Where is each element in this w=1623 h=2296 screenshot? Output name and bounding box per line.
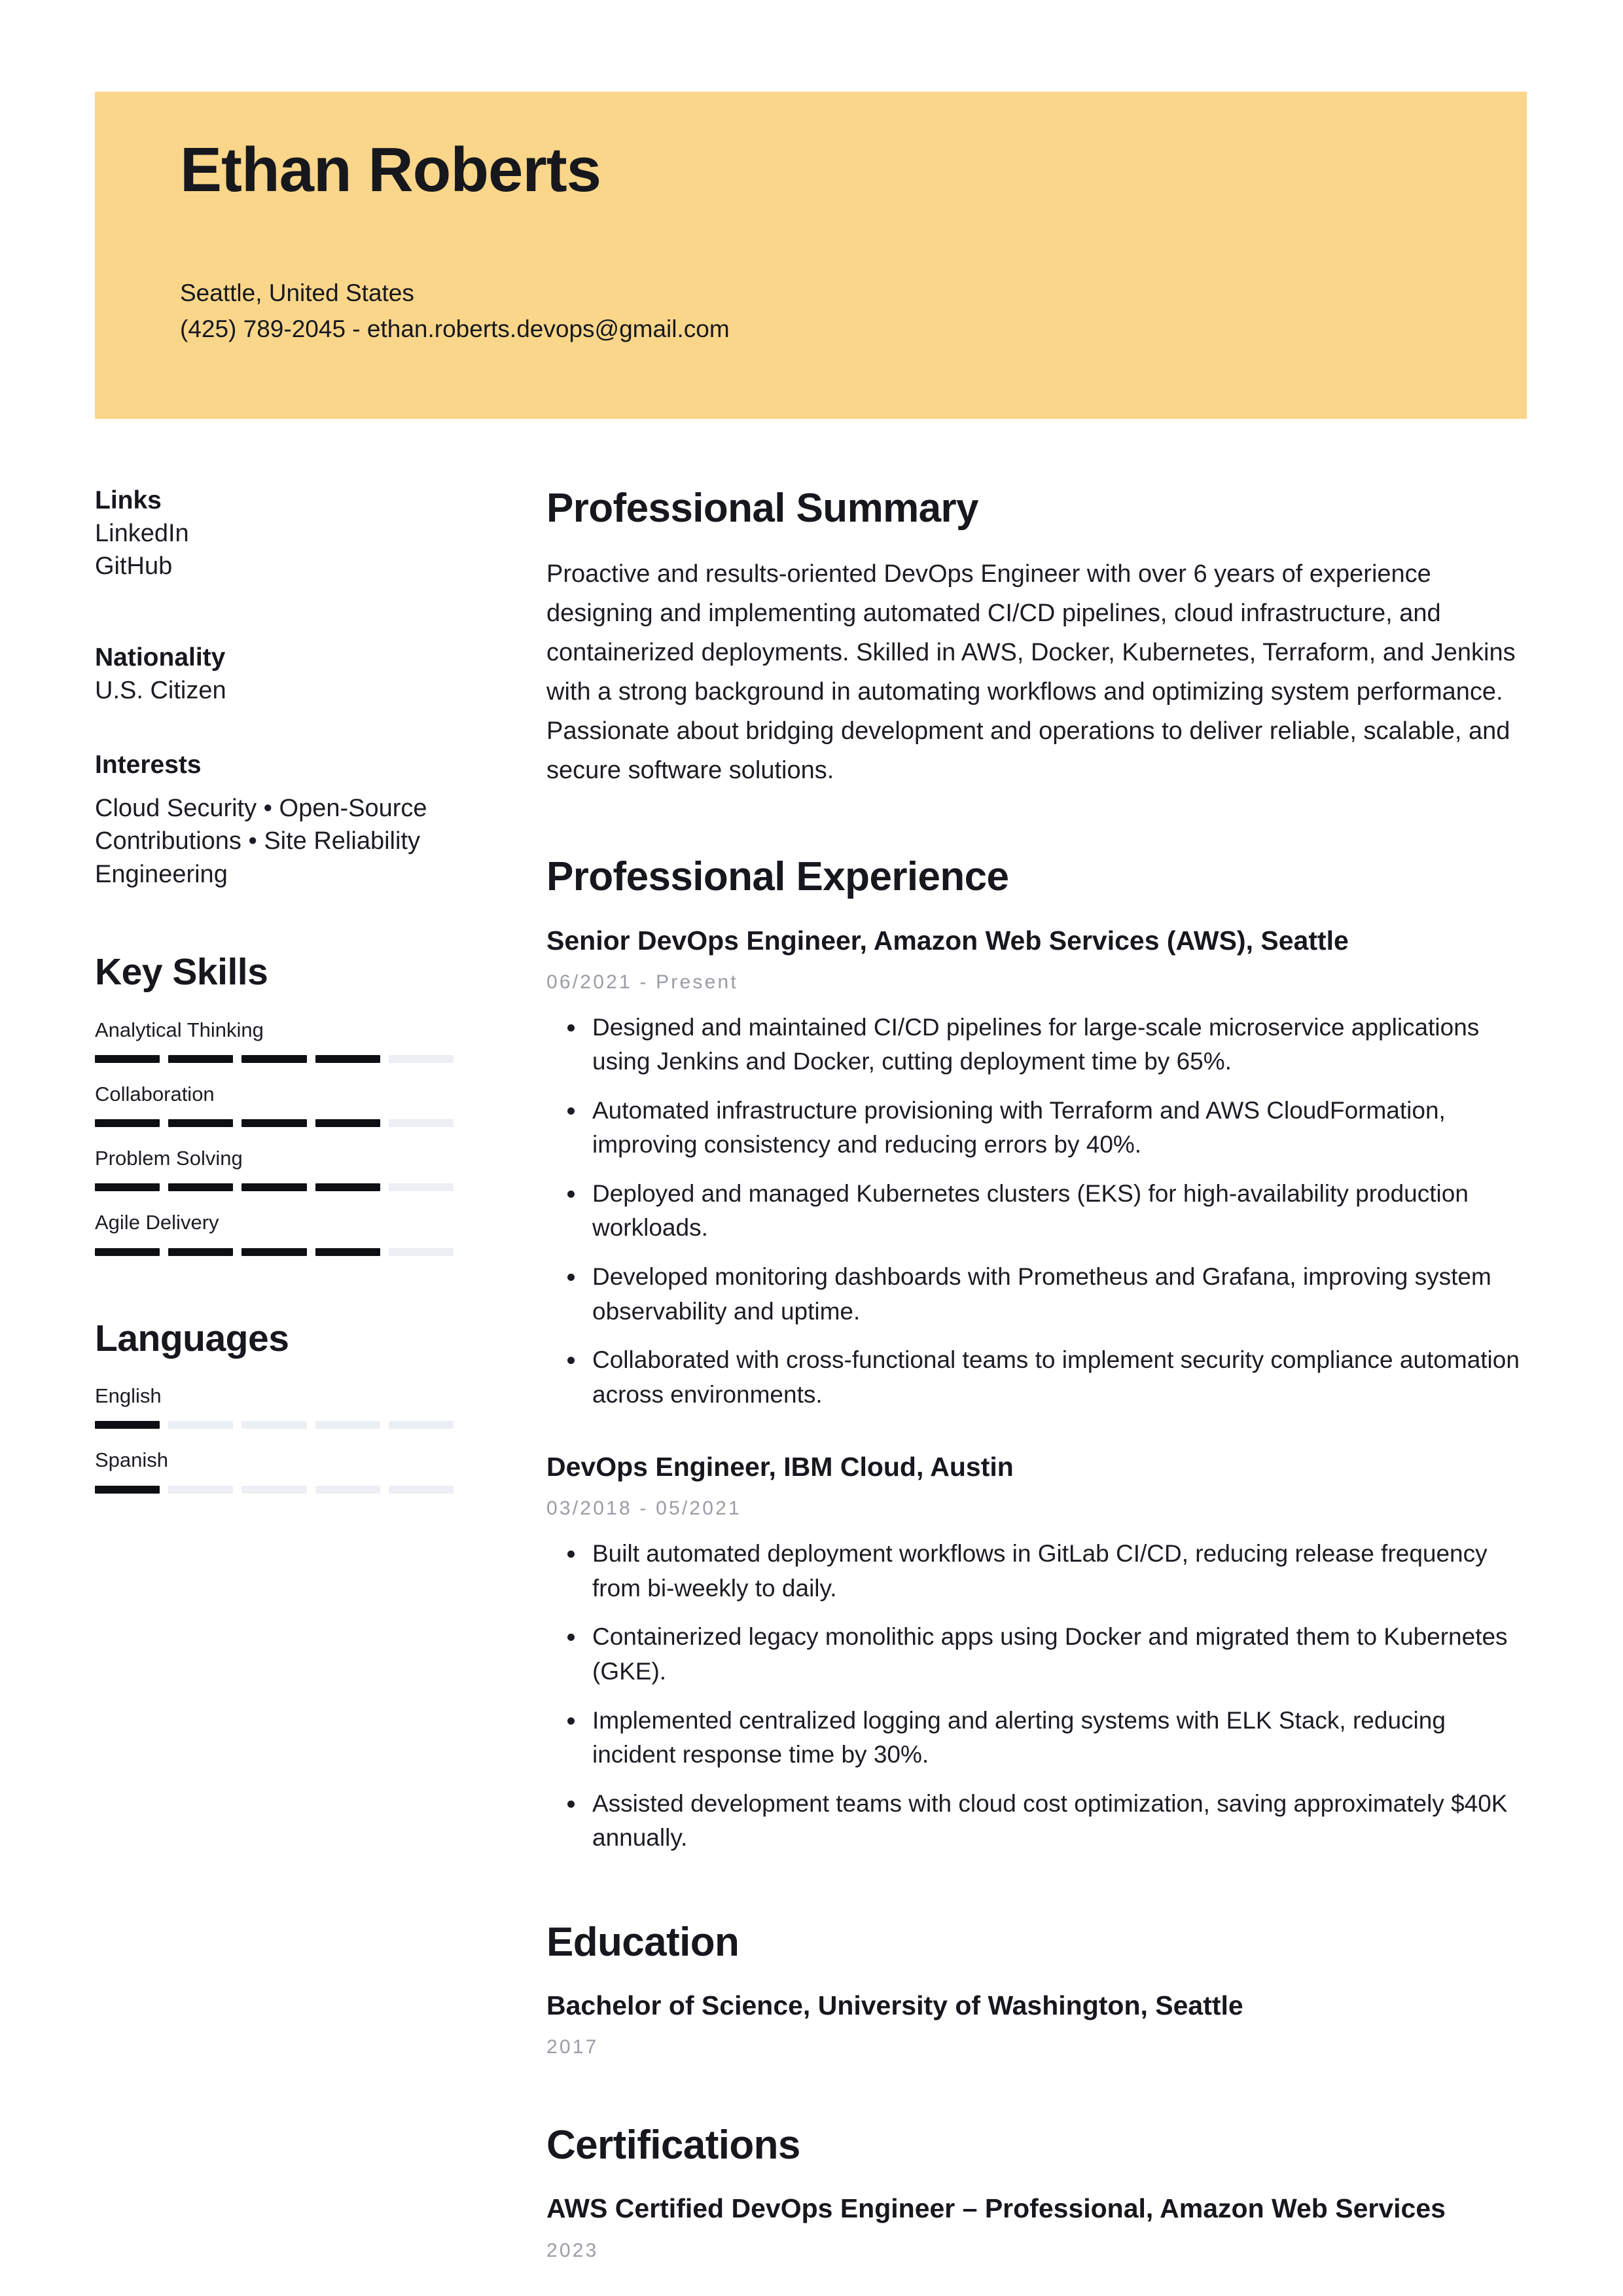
education-entry bbox=[546, 1988, 1527, 2058]
education-heading: Education bbox=[546, 1919, 740, 1965]
section-education bbox=[546, 1918, 1527, 2058]
spacer bbox=[95, 891, 461, 950]
contact-block bbox=[180, 276, 1527, 348]
certification-entry bbox=[546, 2191, 1527, 2261]
job-title: Senior DevOps Engineer, Amazon Web Services (AWS), Seattle bbox=[546, 925, 1349, 956]
resume-body bbox=[95, 484, 1527, 2262]
job-bullet: Automated infrastructure provisioning with Terraform and AWS CloudFormation, improving consistency and reducing errors by 40%. bbox=[558, 1094, 1527, 1162]
skill-label: Collaboration bbox=[95, 1082, 215, 1105]
rating-segment bbox=[241, 1183, 306, 1191]
section-professional-experience bbox=[546, 853, 1527, 1855]
rating-segment bbox=[389, 1248, 454, 1256]
job-date: 03/2018 - 05/2021 bbox=[546, 1498, 741, 1520]
rating-segment bbox=[168, 1486, 233, 1494]
job-bullet-list bbox=[558, 1537, 1527, 1855]
skill-rating-bar bbox=[95, 1248, 454, 1256]
nationality-heading: Nationality bbox=[95, 643, 226, 672]
job-bullet: Containerized legacy monolithic apps using Docker and migrated them to Kubernetes (GKE). bbox=[558, 1620, 1527, 1689]
language-row bbox=[95, 1447, 461, 1493]
experience-entry bbox=[546, 1450, 1527, 1856]
rating-segment bbox=[315, 1486, 380, 1494]
education-title: Bachelor of Science, University of Washington, Seattle bbox=[546, 1990, 1243, 2020]
certification-date: 2023 bbox=[546, 2239, 599, 2261]
job-bullet: Deployed and managed Kubernetes clusters (EKS) for high-availability production workloads. bbox=[558, 1177, 1527, 1246]
nationality-value: U.S. Citizen bbox=[95, 677, 226, 705]
section-certifications bbox=[546, 2121, 1527, 2261]
skill-rating-bar bbox=[95, 1055, 454, 1063]
resume-header bbox=[95, 92, 1527, 419]
job-bullet: Developed monitoring dashboards with Prometheus and Grafana, improving system observability and uptime. bbox=[558, 1260, 1527, 1329]
links-heading: Links bbox=[95, 486, 162, 514]
job-date: 06/2021 - Present bbox=[546, 971, 738, 993]
spacer bbox=[546, 1856, 1527, 1918]
language-rating-bar bbox=[95, 1486, 454, 1494]
rating-segment bbox=[95, 1421, 160, 1429]
rating-segment bbox=[95, 1119, 160, 1127]
sidebar bbox=[95, 484, 514, 1512]
skill-row bbox=[95, 1017, 461, 1063]
spacer bbox=[95, 707, 461, 749]
rating-segment bbox=[95, 1055, 160, 1063]
sidebar-section-nationality bbox=[95, 641, 461, 708]
skill-label: Analytical Thinking bbox=[95, 1018, 264, 1041]
spacer bbox=[95, 1274, 461, 1316]
rating-segment bbox=[241, 1055, 306, 1063]
experience-entry bbox=[546, 924, 1527, 1412]
spacer bbox=[546, 2058, 1527, 2121]
summary-text: Proactive and results-oriented DevOps Engineer with over 6 years of experience designing and implementing automated CI/CD pipelines, cloud infrastructure, and containerized deployments. Skilled in AWS, Docker, Kubernetes, Terraform, and Jenkins with a strong background in automating workflows and optimizing system performance. Passionate about bridging development and operations to deliver reliable, scalable, and secure software solutions. bbox=[546, 560, 1516, 785]
job-bullet: Built automated deployment workflows in GitLab CI/CD, reducing release frequency from bi-weekly to daily. bbox=[558, 1537, 1527, 1605]
interests-heading: Interests bbox=[95, 751, 202, 780]
experience-heading: Professional Experience bbox=[546, 854, 1009, 900]
job-bullet: Designed and maintained CI/CD pipelines for large-scale microservice applications using Jenkins and Docker, cutting deployment time by 65%. bbox=[558, 1011, 1527, 1079]
spacer bbox=[95, 583, 461, 641]
link-github[interactable]: GitHub bbox=[95, 552, 173, 580]
rating-segment bbox=[315, 1119, 380, 1127]
section-professional-summary bbox=[546, 484, 1527, 790]
job-title: DevOps Engineer, IBM Cloud, Austin bbox=[546, 1452, 1014, 1482]
rating-segment bbox=[241, 1119, 306, 1127]
rating-segment bbox=[95, 1183, 160, 1191]
language-label: English bbox=[95, 1384, 162, 1408]
sidebar-section-interests bbox=[95, 749, 461, 891]
skill-label: Agile Delivery bbox=[95, 1211, 219, 1234]
sidebar-section-links bbox=[95, 484, 461, 583]
skill-label: Problem Solving bbox=[95, 1147, 243, 1170]
rating-segment bbox=[168, 1421, 233, 1429]
job-bullet: Implemented centralized logging and alerting systems with ELK Stack, reducing incident response time by 30%. bbox=[558, 1704, 1527, 1772]
contact-location: Seattle, United States bbox=[180, 279, 414, 306]
rating-segment bbox=[389, 1421, 454, 1429]
language-label: Spanish bbox=[95, 1448, 169, 1472]
rating-segment bbox=[168, 1183, 233, 1191]
job-bullet-list bbox=[558, 1011, 1527, 1412]
interests-text: Cloud Security • Open-Source Contributions • Site Reliability Engineering bbox=[95, 794, 427, 888]
languages-heading: Languages bbox=[95, 1317, 289, 1359]
sidebar-section-key-skills bbox=[95, 950, 461, 1256]
language-row bbox=[95, 1383, 461, 1429]
rating-segment bbox=[315, 1183, 380, 1191]
rating-segment bbox=[168, 1248, 233, 1256]
summary-heading: Professional Summary bbox=[546, 486, 978, 531]
spacer bbox=[546, 790, 1527, 853]
job-bullet: Assisted development teams with cloud cost optimization, saving approximately $40K annually. bbox=[558, 1787, 1527, 1856]
language-rating-bar bbox=[95, 1421, 454, 1429]
rating-segment bbox=[315, 1421, 380, 1429]
rating-segment bbox=[241, 1421, 306, 1429]
skill-row bbox=[95, 1081, 461, 1127]
rating-segment bbox=[168, 1055, 233, 1063]
rating-segment bbox=[168, 1119, 233, 1127]
rating-segment bbox=[389, 1119, 454, 1127]
rating-segment bbox=[241, 1486, 306, 1494]
key-skills-heading: Key Skills bbox=[95, 951, 268, 994]
skill-row bbox=[95, 1210, 461, 1255]
main-column bbox=[514, 484, 1527, 2262]
contact-phone-email: (425) 789-2045 - ethan.roberts.devops@gmail.com bbox=[180, 315, 730, 342]
rating-segment bbox=[315, 1248, 380, 1256]
rating-segment bbox=[95, 1486, 160, 1494]
skill-row bbox=[95, 1145, 461, 1191]
rating-segment bbox=[241, 1248, 306, 1256]
skill-rating-bar bbox=[95, 1119, 454, 1127]
education-date: 2017 bbox=[546, 2036, 599, 2058]
rating-segment bbox=[389, 1486, 454, 1494]
skill-rating-bar bbox=[95, 1183, 454, 1191]
certifications-heading: Certifications bbox=[546, 2123, 800, 2168]
rating-segment bbox=[389, 1183, 454, 1191]
sidebar-section-languages bbox=[95, 1316, 461, 1494]
candidate-name: Ethan Roberts bbox=[180, 135, 601, 205]
rating-segment bbox=[315, 1055, 380, 1063]
job-bullet: Collaborated with cross-functional teams to implement security compliance automation across environments. bbox=[558, 1343, 1527, 1412]
rating-segment bbox=[389, 1055, 454, 1063]
link-linkedin[interactable]: LinkedIn bbox=[95, 520, 189, 548]
rating-segment bbox=[95, 1248, 160, 1256]
spacer bbox=[546, 1412, 1527, 1450]
certification-title: AWS Certified DevOps Engineer – Professional, Amazon Web Services bbox=[546, 2193, 1446, 2224]
